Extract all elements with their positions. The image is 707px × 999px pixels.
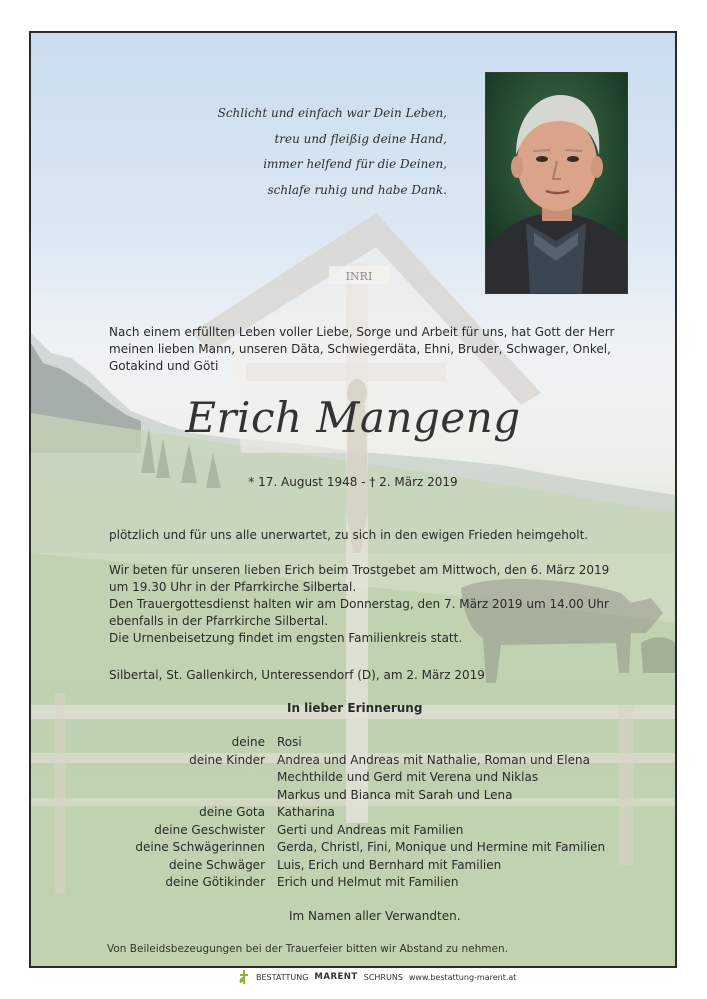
mourner-names: Gerda, Christl, Fini, Monique und Hermine mit Familien [277,840,606,854]
leaf-cross-icon [238,969,250,985]
footer-url[interactable]: www.bestattung-marent.at [408,972,517,982]
service-line: Den Trauergottesdienst halten wir am Donnerstag, den 7. März 2019 um 14.00 Uhr [109,597,609,611]
portrait-photo [485,72,628,294]
mourner-names: Mechthilde und Gerd mit Verena und Niklas [277,770,539,784]
mourner-relation: deine [231,735,265,749]
verse-line: treu und fleißig deine Hand, [274,131,447,146]
closing-line: Im Namen aller Verwandten. [289,909,461,923]
mourner-row [31,874,675,892]
mourner-row [31,857,675,875]
service-details [109,562,649,647]
verse-line: immer helfend für die Deinen, [263,157,447,171]
mourner-row [31,804,675,822]
obituary-card [29,31,677,968]
cross-sign: INRI [345,270,373,283]
mourner-row [31,839,675,857]
mourner-names: Markus und Bianca mit Sarah und Lena [277,787,513,802]
deceased-name: Erich Mangeng [185,393,521,442]
service-line: Die Urnenbeisetzung findet im engsten Familienkreis statt. [109,631,463,645]
mourner-row [31,734,675,752]
condolence-note: Von Beileidsbezeugungen bei der Trauerfeier bitten wir Abstand zu nehmen. [107,943,508,955]
mourner-names: Gerti und Andreas mit Familien [277,822,464,837]
verse-line: Schlicht und einfach war Dein Leben, [217,106,447,120]
place-date: Silbertal, St. Gallenkirch, Unteressendorf (D), am 2. März 2019 [109,668,485,682]
mourner-relation [31,787,277,805]
life-dates: * 17. August 1948 - † 2. März 2019 [248,475,458,489]
mourner-relation: deine Schwäger [168,857,265,872]
service-line: Wir beten für unseren lieben Erich beim Trostgebet am Mittwoch, den 6. März 2019 [109,563,610,577]
mourners-list [31,734,675,892]
footer-prefix: BESTATTUNG [256,972,309,982]
footer [0,966,707,988]
mourner-names: Erich und Helmut mit Familien [277,875,459,889]
mourner-names: Rosi [277,735,302,749]
portrait-photo-icon [486,73,627,293]
mourner-names: Luis, Erich und Bernhard mit Familien [277,857,502,872]
verse-line: schlafe ruhig und habe Dank. [267,182,447,197]
mourner-row [31,822,675,840]
mourner-names: Katharina [277,805,335,819]
memory-heading: In lieber Erinnerung [287,701,423,715]
mourner-row [31,787,675,805]
mourner-relation: deine Götikinder [165,875,265,889]
mourner-relation: deine Schwägerinnen [135,840,265,854]
footer-brand: MARENT [314,972,358,982]
footer-city: SCHRUNS [363,972,403,982]
mourner-relation [31,769,277,787]
mourner-row [31,752,675,770]
mourner-relation: deine Geschwister [154,822,265,837]
passing-paragraph: plötzlich und für uns alle unerwartet, zu sich in den ewigen Frieden heimgeholt. [109,528,589,542]
mourner-relation: deine Gota [199,805,265,819]
mourner-relation: deine Kinder [189,752,265,767]
mourner-row [31,769,675,787]
memorial-verse [218,101,447,203]
service-line: ebenfalls in der Pfarrkirche Silbertal. [109,614,329,628]
mourner-names: Andrea und Andreas mit Nathalie, Roman und Elena [277,752,590,767]
service-line: um 19.30 Uhr in der Pfarrkirche Silbertal. [109,580,357,594]
intro-paragraph: Nach einem erfüllten Leben voller Liebe, Sorge und Arbeit für uns, hat Gott der Herr meinen lieben Mann, unseren Däta, Schwiegerdäta, Ehni, Bruder, Schwager, Onkel, Gotakind und Göti [109,325,615,373]
